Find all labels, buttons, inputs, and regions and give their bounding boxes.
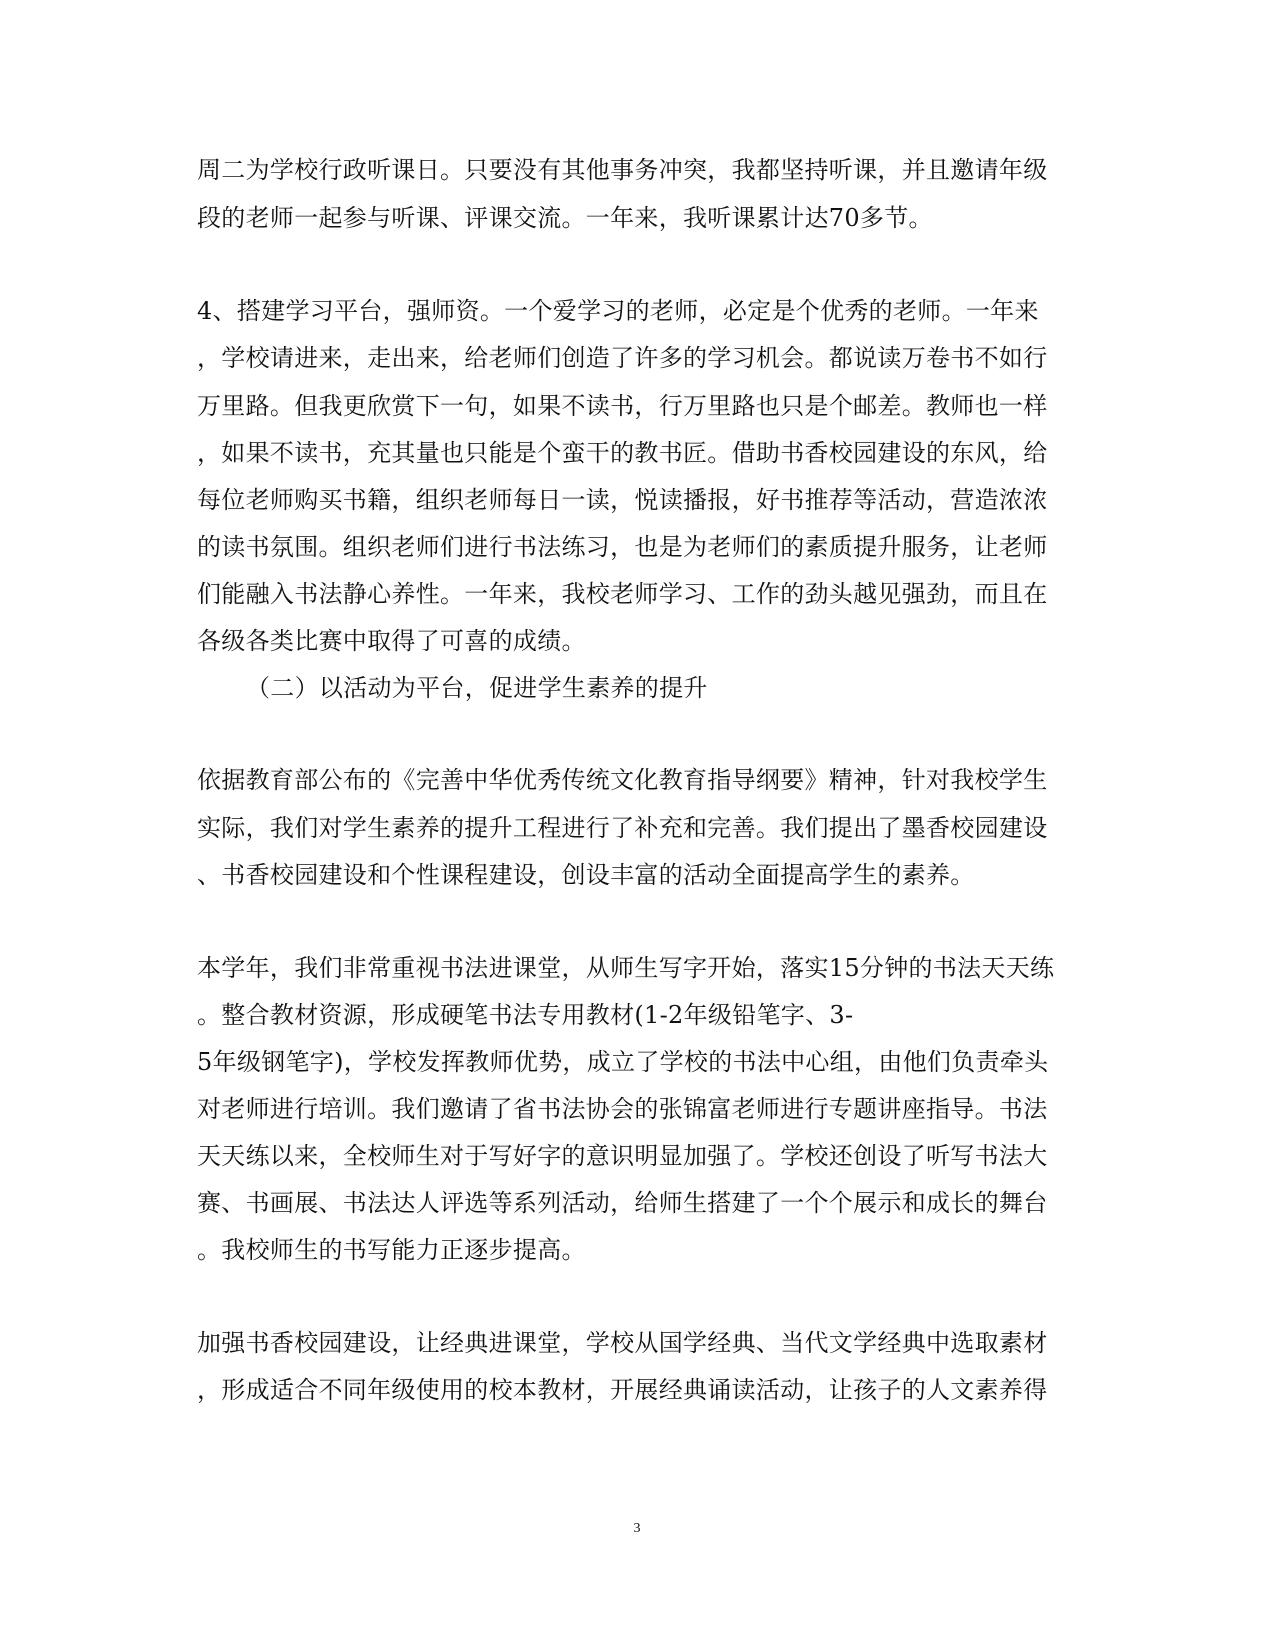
text-line: ，形成适合不同年级使用的校本教材，开展经典诵读活动，让孩子的人文素养得 bbox=[197, 1376, 1048, 1404]
text-line: 本学年，我们非常重视书法进课堂，从师生写字开始，落实15分钟的书法天天练 bbox=[197, 954, 1055, 982]
text-line: 周二为学校行政听课日。只要没有其他事务冲突，我都坚持听课，并且邀请年级 bbox=[197, 156, 1048, 184]
text-line: 每位老师购买书籍，组织老师每日一读，悦读播报，好书推荐等活动，营造浓浓 bbox=[197, 486, 1048, 514]
text-line: 。整合教材资源，形成硬笔书法专用教材(1-2年级铅笔字、3- bbox=[197, 1001, 854, 1029]
section-heading: （二）以活动为平台，促进学生素养的提升 bbox=[246, 674, 708, 702]
text-line: 万里路。但我更欣赏下一句，如果不读书，行万里路也只是个邮差。教师也一样 bbox=[197, 392, 1048, 420]
text-line: 各级各类比赛中取得了可喜的成绩。 bbox=[197, 627, 586, 655]
text-line: 加强书香校园建设，让经典进课堂，学校从国学经典、当代文学经典中选取素材 bbox=[197, 1329, 1048, 1357]
text-line: ，如果不读书，充其量也只能是个蛮干的教书匠。借助书香校园建设的东风，给 bbox=[197, 439, 1048, 467]
text-line: 4、搭建学习平台，强师资。一个爱学习的老师，必定是个优秀的老师。一年来 bbox=[197, 297, 1039, 325]
text-line: ，学校请进来，走出来，给老师们创造了许多的学习机会。都说读万卷书不如行 bbox=[197, 344, 1048, 372]
text-line: 实际，我们对学生素养的提升工程进行了补充和完善。我们提出了墨香校园建设 bbox=[197, 814, 1048, 842]
page-number: 3 bbox=[633, 1521, 641, 1536]
text-line: 、书香校园建设和个性课程建设，创设丰富的活动全面提高学生的素养。 bbox=[197, 861, 975, 889]
text-line: 的读书氛围。组织老师们进行书法练习，也是为老师们的素质提升服务，让老师 bbox=[197, 533, 1048, 561]
text-line: 5年级钢笔字)，学校发挥教师优势，成立了学校的书法中心组，由他们负责牵头 bbox=[197, 1048, 1049, 1076]
text-line: 依据教育部公布的《完善中华优秀传统文化教育指导纲要》精神，针对我校学生 bbox=[197, 766, 1048, 794]
text-line: 们能融入书法静心养性。一年来，我校老师学习、工作的劲头越见强劲，而且在 bbox=[197, 580, 1048, 608]
text-line: 段的老师一起参与听课、评课交流。一年来，我听课累计达70多节。 bbox=[197, 204, 933, 232]
text-line: 赛、书画展、书法达人评选等系列活动，给师生搭建了一个个展示和成长的舞台 bbox=[197, 1189, 1048, 1217]
text-line: 对老师进行培训。我们邀请了省书法协会的张锦富老师进行专题讲座指导。书法 bbox=[197, 1095, 1048, 1123]
text-line: 。我校师生的书写能力正逐步提高。 bbox=[197, 1236, 586, 1264]
text-line: 天天练以来，全校师生对于写好字的意识明显加强了。学校还创设了听写书法大 bbox=[197, 1142, 1048, 1170]
